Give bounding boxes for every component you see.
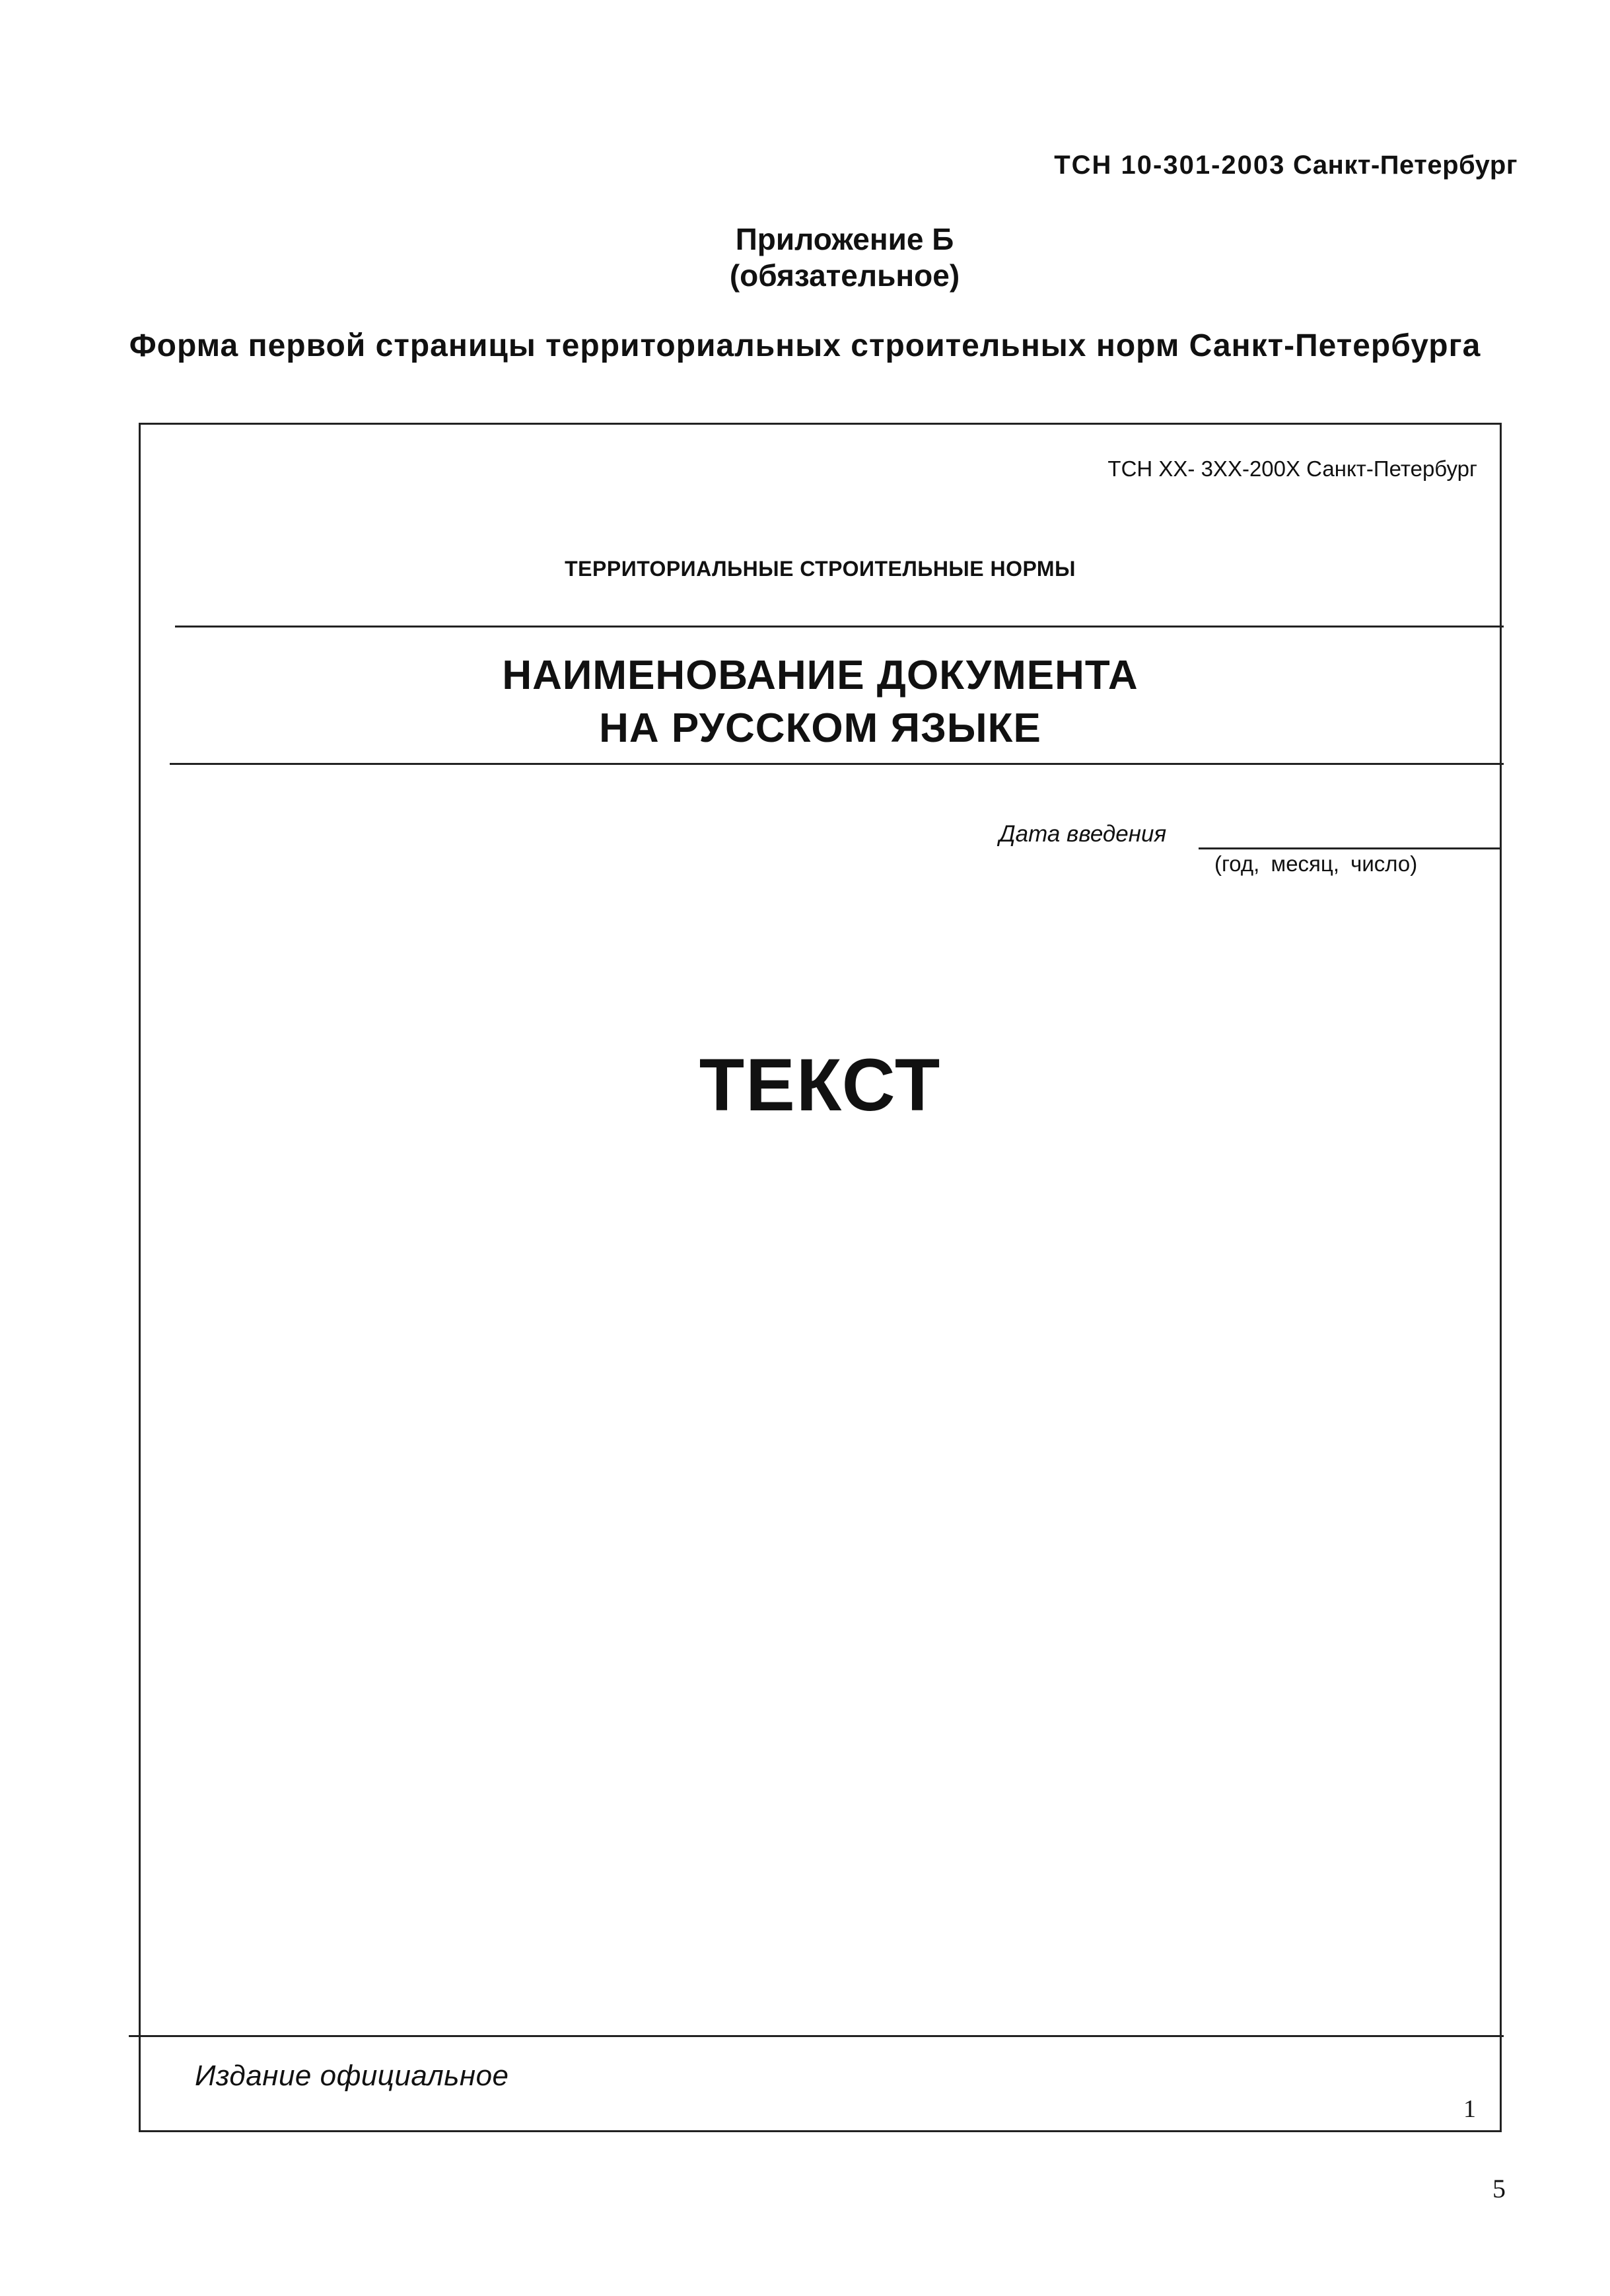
- appendix-status: (обязательное): [729, 258, 960, 293]
- header-doc-code: ТСН 10-301-2003: [1054, 151, 1286, 180]
- form-norms-label: ТЕРРИТОРИАЛЬНЫЕ СТРОИТЕЛЬНЫЕ НОРМЫ: [565, 557, 1076, 581]
- divider-bottom: [129, 2035, 1504, 2037]
- body-text-placeholder: ТЕКСТ: [699, 1044, 942, 1126]
- form-frame: [139, 423, 1502, 2132]
- doc-name-line-2: НА РУССКОМ ЯЗЫКЕ: [599, 705, 1041, 751]
- date-hint: (год, месяц, число): [1214, 851, 1418, 876]
- form-heading: Форма первой страницы территориальных строительных норм Санкт-Петербурга: [129, 328, 1481, 363]
- date-field-line: [1199, 847, 1500, 849]
- form-doc-code: ТСН ХХ- 3ХХ-200Х Санкт-Петербург: [1107, 456, 1477, 481]
- page-number: 5: [1492, 2174, 1506, 2204]
- page-header: [1054, 151, 1518, 180]
- form-page-number: 1: [1463, 2095, 1476, 2123]
- divider-middle: [170, 763, 1504, 765]
- edition-label: Издание официальное: [195, 2060, 509, 2092]
- date-label: Дата введения: [999, 821, 1167, 847]
- doc-name-line-1: НАИМЕНОВАНИЕ ДОКУМЕНТА: [502, 653, 1138, 698]
- divider-top: [175, 626, 1504, 628]
- header-city: Санкт-Петербург: [1293, 151, 1518, 180]
- appendix-title: Приложение Б: [735, 222, 954, 256]
